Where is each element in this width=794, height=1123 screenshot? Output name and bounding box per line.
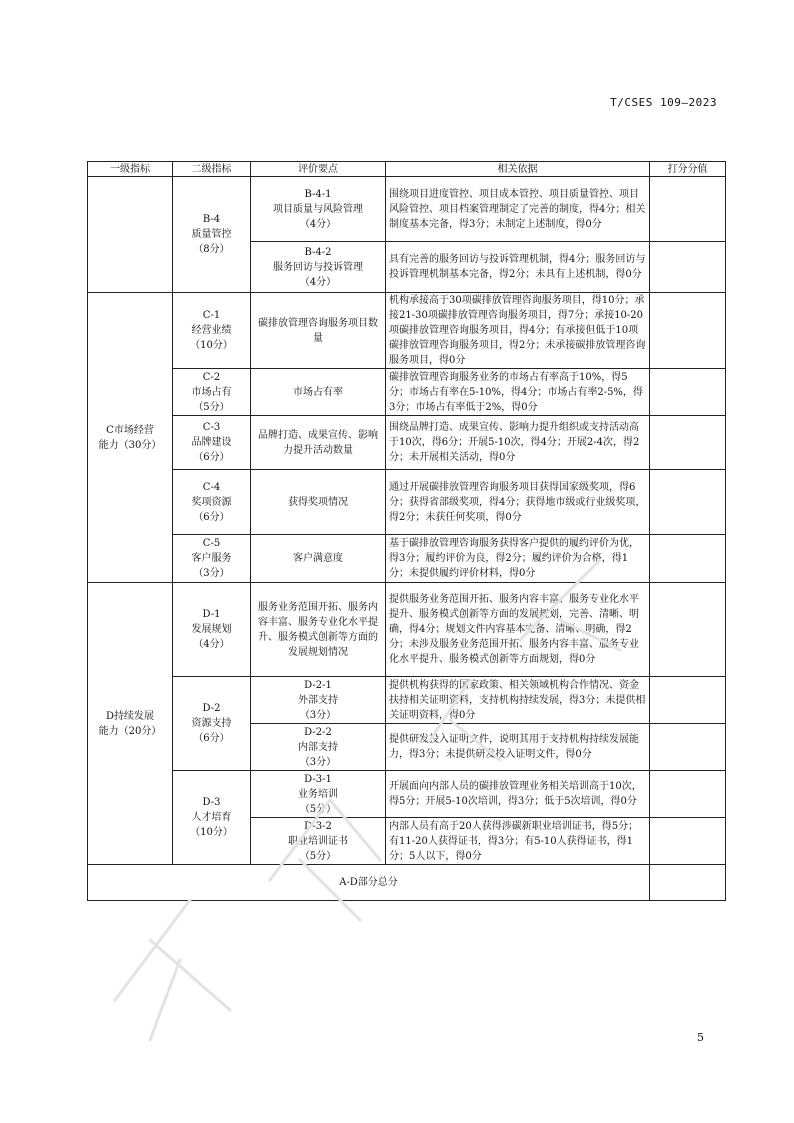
basis-cell: 开展面向内部人员的碳排放管理业务相关培训高于10次，得5分；开展5-10次培训，得3分；低于5次培训，得0分 [386, 771, 650, 818]
header-level2: 二级指标 [173, 162, 251, 177]
level2-cell: C-2 市场占有 （5分） [173, 369, 251, 416]
basis-cell: 内部人员有高于20人获得涉碳新职业培训证书，得5分；有11-20人获得证书，得3分；有5-10人获得证书，得1分；5人以下，得0分 [386, 818, 650, 865]
evaluation-table [87, 161, 726, 901]
score-cell [650, 242, 726, 293]
score-cell [650, 771, 726, 818]
key-point-cell: B-4-1 项目质量与风险管理 （4分） [251, 177, 386, 242]
total-score-cell [650, 865, 726, 901]
score-cell [650, 677, 726, 724]
level2-cell: D-3 人才培育 （10分） [173, 771, 251, 865]
basis-cell: 通过开展碳排放管理咨询服务项目获得国家级奖项，得6分；获得省部级奖项，得4分；获得地市级或行业级奖项，得2分；未获任何奖项，得0分 [386, 470, 650, 535]
score-cell [650, 369, 726, 416]
table-row [88, 369, 726, 416]
key-point-cell: 品牌打造、成果宣传、影响力提升活动数量 [251, 416, 386, 470]
table-row [88, 470, 726, 535]
score-cell [650, 416, 726, 470]
key-point-cell: 获得奖项情况 [251, 470, 386, 535]
level2-cell: D-1 发展规划 （4分） [173, 583, 251, 677]
header-level1: 一级指标 [88, 162, 173, 177]
level1-cell: C市场经营 能力（30分） [88, 293, 173, 583]
level2-cell: B-4 质量管控 （8分） [173, 177, 251, 293]
key-point-cell: D-3-2 职业培训证书 （5分） [251, 818, 386, 865]
key-point-cell: D-2-1 外部支持 （3分） [251, 677, 386, 724]
table-row [88, 583, 726, 677]
basis-cell: 提供服务业务范围开拓、服务内容丰富、服务专业化水平提升、服务模式创新等方面的发展规划，完善、清晰、明确，得4分；规划文件内容基本完备、清晰、明确，得2分；未涉及服务业务范围开拓、服务内容丰富、服务专业化水平提升、服务模式创新等方面规划，得0分 [386, 583, 650, 677]
table-row [88, 677, 726, 724]
basis-cell: 围绕项目进度管控、项目成本管控、项目质量管控、项目风险管控、项目档案管理制定了完善的制度，得4分；相关制度基本完备，得3分；未制定上述制度，得0分 [386, 177, 650, 242]
key-point-cell: D-2-2 内部支持 （3分） [251, 724, 386, 771]
score-cell [650, 724, 726, 771]
table-header-row [88, 162, 726, 177]
total-row [88, 865, 726, 901]
table-row [88, 535, 726, 583]
key-point-cell: 市场占有率 [251, 369, 386, 416]
basis-cell: 提供研发投入证明文件，说明其用于支持机构持续发展能力，得3分；未提供研发投入证明文件，得0分 [386, 724, 650, 771]
table-row [88, 293, 726, 369]
document-code: T/CSES 109—2023 [610, 96, 717, 109]
basis-cell: 提供机构获得的国家政策、相关领域机构合作情况、资金扶持相关证明资料，支持机构持续发展，得3分；未提供相关证明资料，得0分 [386, 677, 650, 724]
key-point-cell: B-4-2 服务回访与投诉管理 （4分） [251, 242, 386, 293]
score-cell [650, 583, 726, 677]
key-point-cell: 服务业务范围开拓、服务内容丰富、服务专业化水平提升、服务模式创新等方面的发展规划情况 [251, 583, 386, 677]
basis-cell: 具有完善的服务回访与投诉管理机制，得4分；服务回访与投诉管理机制基本完备，得2分；未具有上述机制，得0分 [386, 242, 650, 293]
key-point-cell: 客户满意度 [251, 535, 386, 583]
level2-cell: C-3 品牌建设 （6分） [173, 416, 251, 470]
level1-cell: D持续发展 能力（20分） [88, 583, 173, 865]
header-key-points: 评价要点 [251, 162, 386, 177]
level2-cell: C-4 奖项资源 （6分） [173, 470, 251, 535]
basis-cell: 机构承接高于30项碳排放管理咨询服务项目，得10分；承接21-30项碳排放管理咨询服务项目，得7分；承接10-20项碳排放管理咨询服务项目，得4分；有承接但低于10项碳排放管理咨询服务项目，得2分；未承接碳排放管理咨询服务项目，得0分 [386, 293, 650, 369]
table-row [88, 416, 726, 470]
header-basis: 相关依据 [386, 162, 650, 177]
level2-cell: C-1 经营业绩 （10分） [173, 293, 251, 369]
header-score: 打分分值 [650, 162, 726, 177]
basis-cell: 碳排放管理咨询服务业务的市场占有率高于10%，得5分；市场占有率在5-10%，得4分；市场占有率2-5%，得3分；市场占有率低于2%，得0分 [386, 369, 650, 416]
key-point-cell: D-3-1 业务培训 （5分） [251, 771, 386, 818]
score-cell [650, 177, 726, 242]
total-label: A-D部分总分 [88, 865, 650, 901]
score-cell [650, 470, 726, 535]
page-number: 5 [697, 1031, 704, 1044]
score-cell [650, 293, 726, 369]
score-cell [650, 535, 726, 583]
level2-cell: D-2 资源支持 （6分） [173, 677, 251, 771]
level1-cell-empty [88, 177, 173, 293]
table-row [88, 771, 726, 818]
score-cell [650, 818, 726, 865]
basis-cell: 围绕品牌打造、成果宣传、影响力提升组织或支持活动高于10次，得6分；开展5-10次，得4分；开展2-4次，得2分；未开展相关活动，得0分 [386, 416, 650, 470]
basis-cell: 基于碳排放管理咨询服务获得客户提供的履约评价为优，得3分；履约评价为良，得2分；履约评价为合格，得1分；未提供履约评价材料，得0分 [386, 535, 650, 583]
level2-cell: C-5 客户服务 （3分） [173, 535, 251, 583]
key-point-cell: 碳排放管理咨询服务项目数量 [251, 293, 386, 369]
table-row [88, 177, 726, 242]
